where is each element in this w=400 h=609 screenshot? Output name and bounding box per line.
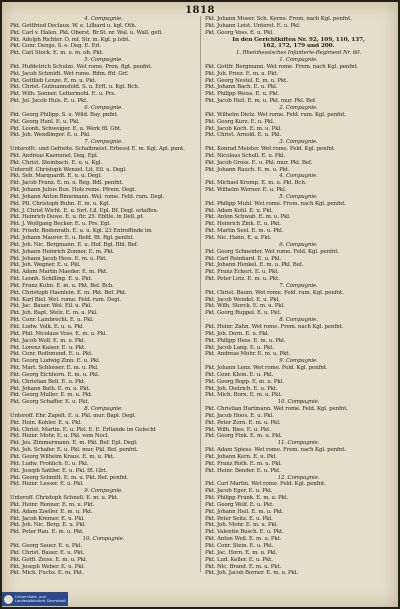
entry-line: Pkt. Jac. Bauer. Wel. Eil. u. Pkl. [10,303,92,310]
entry-line: Pkt. Christ. Gutmannsfeld. S. u. Erft. u. Kgl. Bch. [10,84,140,91]
entry-line: Pkt. Johann Moser. Sch. Kerne. Frem. nach Kgl. penfnt. [205,16,352,22]
entry-line: Pkt. Peter Rau. E. m. u. Pkt. [10,529,84,536]
entry-line: Pkt. Mich. Fuchs. E. m. Pkt. [10,570,84,576]
entry-line: Pkt. Leonh. Schweiger. E. u. Werk ffl. Gbt. [10,125,122,132]
entry-line: Pkt. Mart. Schlosser. E. m. u. Pkl. [10,365,99,372]
section-heading: 10. Compagnie. [277,399,320,406]
entry-line: Pkt. Philipp Weiss. E. u. Pkl. [205,91,280,98]
entry-line: Pkt. Carl v. Halen. Pkl. Oberst. Br.St. nr. Wal. u. Wall. gefl. [10,29,163,36]
section-heading: 6. Compagnie. [279,241,318,248]
entry-line: Pkt. Mich. Born. E. m. u. Pkt. [205,392,283,399]
entry-line: Pkt. Johann Heinrich Zonner. E. m. Pkt. [10,248,115,255]
entry-line: Unteroff. Ehr. Zapelt. E. u. Pkl. mur. Bapl. Degl. [10,412,136,419]
entry-line: Pkt. Christ. Martin. E. u. Pkt. E. E. Erllande im Gefecht [10,426,156,433]
entry-line: Pkt. Joh. Nic. Bergmann. E. u. Hof. Bgl. Bbl. Bef. [10,241,138,248]
section-heading: 4. Compagnie. [279,173,318,180]
entry-line: Pkt. Anton Schwab. E. m. u. Pkl. [205,214,291,221]
entry-line: Pkt. Nic. Hahn. E. u. Pkt. [205,235,272,241]
entry-line: Pkt. Gottfried Declaux. W. e. Lilbard u. kgl. Oth. [10,22,137,29]
entry-line: Pkt. Heinr. Bender. E. u. Pkt. [205,467,281,474]
entry-line: Pkt. Gottlieb Lenze. E. m. u. Pkt. [10,77,97,84]
entry-line: Pkt. Conr. Stein. E. u. Pkl. [205,542,274,549]
entry-line: Pkt. Georg Voss. E. u. Pkl. [205,29,274,36]
section-heading: 7. Compagnie. [279,282,318,289]
entry-line: Pkt. Friedr. Bodenrath. E. u. u. Kgl. 23 Entreffinde im [10,228,152,235]
entry-line: Unteroffc. und Gefreite. Schaltmeist. Erbesst E. m. Kgl. Apl. punt. [10,146,185,153]
entry-line: Pkt. Christ. Baum. Wet rome. Feld. rum. Kgl. penfnt. [205,289,344,296]
entry-line: Pkt. Valentin Busch. E. u. Pkt. [205,529,284,536]
entry-line: Pkt. Jacob Heil. E. m. u. Pkl. mur. Pkl. Bef. [205,98,317,105]
entry-line: Pkt. Heinr. Mohr. E. u. Pkl. vom Nocl. [10,433,109,440]
library-badge-line1: Universitats- und [15,594,46,599]
left-column [10,16,197,576]
entry-line: Pkt. Christ. Arnold. E. u. Pkl. [205,132,282,139]
entry-line: Pkt. Georg Eichhorn. E. m. u. Pkl. [10,371,100,378]
entry-line: Pkt. Georg Muller. E. m. u. Pkt. [10,392,93,399]
entry-line: Pkt. Franz Kuhn. E. m. u. Pkt. Bel. Bch. [10,282,114,289]
entry-line: Pkt. Johann Bath. E. m. u. Pkt. [10,385,91,392]
entry-line: Pkt. Georg Schaffer. E. u. Pkt. [10,399,90,406]
section-heading: 8. Compagnie. [84,406,123,413]
entry-line: Pkt. Phil. Nicolaus Voss. E. m. u. Pkl. [10,330,107,337]
entry-line: Pkt. Georg Nestel. E. m. u. Pkt. [205,77,288,84]
entry-line: Pkt. Adam Kohl. E. u. Pkl. [205,207,273,214]
entry-line: Pkt. Georg Ruppel. E. u. Pkt. [205,310,282,317]
entry-line: Pkt. Johann Henkel. E. m. u. Pkl. Bef. [205,262,304,269]
section-heading: 5. Compagnie. [279,193,318,200]
entry-line: Pkt. Karl Biel. Wel. rome. Feld. rum. Degl. [10,296,121,303]
entry-line: Pkt. Johann Bach. E. u. Pkl. [205,84,278,91]
library-badge-line2: Landesbibliothek Darmstadt [15,599,66,603]
section-heading: 7. Compagnie. [84,139,123,146]
entry-line: Pkt. Wilh. Ries. E. u. Pkt. [205,426,271,433]
entry-line: Pkt. Andreas Mohr. E. m. u. Pkt. [205,351,290,358]
entry-line: Pkt. Georg Schmitt. E. m. u. Pkt. Bef. penfnt. [10,474,129,481]
entry-line: Pkt. Johann Rauch. E. m. u. Pkt. [205,166,290,173]
entry-line: Pkt. Conr. Dengs. S. e. Deg. E. Erl. [10,43,102,50]
entry-line: Pkt. Joh. Schafer. E. u. Pkl. mur. Pkl. Bef. penfnt. [10,447,138,454]
entry-line: Pkt. Johann Heil. E. m. u. Pkt. [205,508,284,515]
document-page [2,2,398,607]
entry-line: Pkt. Philipp Hess. E. m. u. Pkl. [205,337,286,344]
library-logo-icon [4,595,13,604]
entry-line: Pkt. Heinrich Duwe. E. u. ftr. 25. Ebltle. in Dell. pf. [10,214,144,221]
entry-line: Pkt. Jacob Franz. E. m. u. Beg. Bdl. penfnt. [10,180,124,187]
entry-line: Pkt. Joh. Bapt. Stelz. E. m. u. Pkl. [10,310,98,317]
entry-line: Pkt. Franz Roth. E. m. u. Pkl. [205,460,282,467]
entry-line: Pkt. Nic. Brand. E. m. u. Pkt. [205,563,282,570]
entry-line: Pkt. Conr. Klein. E. u. Pkl. [205,371,274,378]
entry-line: Pkt. Christian Bell. E. u. Pkt. [10,378,86,385]
entry-line: Pkt. Georg Fink. E. m. u. Pkt. [205,433,283,440]
entry-line: Pkt. Ludw. Volk. E. u. u. Pkl. [10,323,85,330]
entry-line: Pkt. Nicolaus Scholl. E. u. Pkl. [205,152,285,159]
page-year: 1818 [185,5,215,16]
entry-line: Pkt. Konrad Meister. Wet rome. Feld. Kgl. penfnt. [205,146,336,153]
entry-line: Pkt. Jacob Eger. E. u. Pkl. [205,488,273,495]
entry-line: Pkt. Joh. Jacob Borner. E. m. u. Pkl. [205,570,298,576]
entry-line: Pkt. Johann Jacob Hess. E. m. u. Pkt. [10,255,107,262]
section-heading: 6. Compagnie. [84,104,123,111]
entry-line: Pkt. Christ. Bauer. E. u. Pkt. [10,549,85,556]
entry-line: Pkt. Georg Kurz. E. u. Pkl. [205,118,275,125]
section-heading: 1. Rheinhessisches Infanterie-Regiment Nr. 60. [235,50,362,57]
entry-line: Pkt. Jacob Lang. E. u. Pkt. [205,344,274,351]
entry-line: Pkt. Adam Spiess. Wet rome. Frem. nach Kgl. penfnt. [205,447,346,454]
section-heading: 1. Compagnie. [279,57,318,64]
entry-line: Pkt. Jacob Koch. E. m. u. Pkl. [205,125,282,132]
entry-line: Pkt. Gottl. Zeiss. E. m. u. Pkl. [10,556,88,563]
entry-line: Pkt. Wilhelm Werner. E. u. Pkl. [205,187,287,194]
entry-line: Pkt. Wilh. Storck. E. m. u. Pkl. [205,303,285,310]
entry-line: Pkt. Pfl. Christoph Ruhn. E. m. u. Kgl. [10,200,110,207]
entry-line: Pkt. Lud. Keller. E. u. Pkt. [205,556,273,563]
entry-line: Pkt. Joh. Dorn. E. u. Pkl. [205,330,269,337]
entry-line: Pkt. Jac. Horn. E. m. u. Pkl. [205,549,278,556]
entry-line: Pkt. Philipp Frank. E. m. u. Pkl. [205,495,288,502]
entry-line: Pkt. Georg Philipp. S. u. Wild. Bay. pnfnt. [10,111,119,118]
entry-line: Pkt. Peter Zorn. E. m. u. Pkl. [205,419,281,426]
library-badge[interactable] [2,592,68,606]
entry-line: Pkt. Adam Martin Maeder. E. m. Pkt. [10,269,108,276]
entry-line: Pkt. Joh. Wendlinger. E. u. Pkl. [10,132,91,139]
entry-line: Pkt. Jacob Schmidt. Wet rome. Rdm. ffd. Grf. [10,70,129,77]
entry-line: Pkt. Lorenz Kaiser. E. u. Pkt. [10,344,86,351]
section-heading: In den Gerichtkiften Nr. 92, 109, 110, 137, [232,36,365,43]
entry-line: Pkt. Johann Julius Bux. Holz reme. Pfrem. Degl. [10,187,136,194]
entry-line: Pkt. Wilhelm Dietz. Wet rome. Feld. rum. Kgl. penfnt. [205,111,346,118]
section-heading: 4. Compagnie. [84,16,123,22]
entry-line: Pkt. Anton Weil. E. m. u. Pkt. [205,536,282,543]
section-heading: 11. Compagnie. [277,440,320,447]
entry-line: Pkt. Johann Leist. Unterst. E. u. Pkl. [205,22,301,29]
entry-line: Pkt. Hein. Kohler. E. u. Pkl. [10,419,82,426]
library-badge-text [15,595,66,603]
entry-line: Pkt. Jacob Wendel. E. u. Pkl. [205,296,280,303]
entry-line: Pkt. Heinr. Lesser. E. u. Pkl. [10,481,84,488]
entry-line: Pkt. Christoph Haenlein. E. m. Pkt. Bef. Pkt. [10,289,127,296]
entry-line: Pkt. Heinr. Zahn. Wet rome. Frem. nach Kgl. penfnt. [205,323,344,330]
entry-line: Pkt. Jos. Zimmermann. E. m. Pkt. Bef. Epl. Degl. [10,440,138,447]
entry-line: Pkt. Johann Anton Bimemann. Wel. rome. Feld. rum. Degl. [10,193,165,200]
entry-line: Pkt. Adam Zoeller. E. m. u. Pkt. [10,508,93,515]
section-heading: 10. Compagnie. [82,536,125,543]
entry-line: Pkt. Jacob Wolf. E. m. u. Pkl. [10,337,85,344]
entry-line: Pkt. Wilh. Sonner. Lettermohl. E. u. Prs. [10,91,116,98]
entry-line: Pkt. Joseph Weber. E. u. Pkl. [10,563,85,570]
entry-line: Pkt. Seb. Marquardt. E. u. u. Degl. [10,173,102,180]
entry-line: Pkt. Jacob Hoos. E. u. Pkl. [205,412,274,419]
entry-line: Pkt. Georg Bopp. E. m. u. Pkl. [205,378,284,385]
entry-line: Pkt. Andreas Kaemmel. Deg. Epl. [10,152,99,159]
entry-line: Unteroff. Christoph Schnell. E. m. u. Pkt. [10,495,119,502]
entry-line: Pkt. Michael Kromp. E. m. u. Pkl. Bch. [205,180,307,187]
entry-line: Pkt. Peter Seitz. E. u. Pkl. [205,515,273,522]
entry-line: Pkt. Joh. Mohr. E. m. u. Pkl. [205,522,278,529]
entry-line: Pkt. Johann Maurer. E. u. Befd. Bt. Rgl. penfnt. [10,235,134,241]
entry-line: Pkt. Ludw. Frohlich. E. u. Pkl. [10,460,89,467]
entry-line: Pkt. J. Wolfgang Becker. E. u. Prs. Egl. [10,221,111,228]
section-heading: 162, 172, 179 und 200. [262,43,335,50]
entry-line: Pkt. Jol. Jacob Huls. E. u. Pkt. [10,98,88,105]
entry-line: Pkt. Franz Eckert. E. u. Pkt. [205,269,279,276]
entry-line: Pkt. Georg Wilhelm Kraus. E. m. u. Pkt. [10,454,115,460]
entry-line: Pkt. J. Christ Wicht. E. u. fort. Lil. Epl. Bf. Degl. erlaffen. [10,207,159,214]
entry-line: Pkt. Joseph Sattler. E. u. Pkl. ffl. Gbt. [10,467,108,474]
section-heading: 5. Compagnie. [84,57,123,64]
right-column [205,16,392,576]
entry-line: Pkt. Carl Reinhard. E. u. Pkl. [205,255,282,262]
section-heading: 12. Compagnie. [277,474,320,481]
entry-line: Pkt. Carl Martin. Wet rome. Feld. Kgl. penfnt. [205,481,326,488]
entry-line: Pkt. Joh. Wegner. E. u. Pkl. [10,262,81,269]
entry-line: Pkt. Carl Stock. E. m. u. m. ob. Pkt. [10,50,104,57]
entry-line: Pkt. Adolph Richter. O. mf. Str. m. Kgl. p.tebt. [10,36,130,43]
entry-line: Pkt. Joh. Dietrich. E. u. Pkt. [205,385,278,392]
entry-line: Pkt. Jacob Gross. E. u. Pkl. mur. Pkl. Bef. [205,159,313,166]
entry-line: Pkt. Georg Schneider. Wet rome. Feld. Kgl. penfnt. [205,248,339,255]
entry-line: Unteroff. Christoph Wenzel. Lit. Eil. u. Degl. [10,166,127,173]
entry-line: Pkt. Georg Wolf. E. u. Pkt. [205,501,274,508]
entry-line: Pkt. Martin Seel. E. m. u. Pkl. [205,228,284,235]
entry-line: Pkt. Georg Ludwig Zinn. E. u. Pkl. [10,358,101,365]
section-heading: 9. Compagnie. [279,358,318,365]
entry-line: Pkt. Johann Lenz. Wet rome. Feld. Kgl. penfnt. [205,365,328,372]
entry-line: Pkt. Jacob Kremer. E. u. Pkl. [10,515,85,522]
entry-line: Pkt. Heinr. Renner. E. m. u. Pkt. [10,501,95,508]
entry-line: Pkt. Hufdetrich Schulze. Wet rome. Pren. flgt. penfnt. [10,63,152,70]
entry-line: Pkt. Christian Hartmann. Wet rome. Feld. Kgl. penfnt. [205,406,348,413]
entry-line: Pkt. Gottfr. Bergmann. Wet rome. Frem. nach Kgl. penfnt. [205,63,359,70]
entry-line: Pkt. Georg Hanl. E. u. Pkl. [10,118,80,125]
entry-line: Pkt. Conr. Rothmund. E. u. Pkt. [10,351,93,358]
entry-line: Pkt. Heinrich Zink. E. u. Pkt. [205,221,281,228]
entry-line: Pkt. Johann Kern. E. u. Pkl. [205,454,277,460]
entry-line: Pkt. Leonh. Schilling. E. u. Pkt. [10,276,93,283]
entry-line: Pkt. Joh. Prinz. E. m. u. Pkt. [205,70,279,77]
column-divider [200,16,201,572]
section-heading: 3. Compagnie. [279,139,318,146]
entry-line: Pkt. Joh. Nic. Berg. E. u. Pkl. [10,522,86,529]
entry-line: Pkt. Peter Lotz. E. m. u. Pkt. [205,276,280,283]
entry-line: Pkt. Christ. Steinbach. E. u. u. Kgl. [10,159,103,166]
entry-line: Pkt. Georg Sauer. E. u. Pkl. [10,542,82,549]
section-heading: 8. Compagnie. [279,317,318,324]
entry-line: Pkt. Conr. Lambrecht. E. u. Pkl. [10,317,94,324]
section-heading: 2. Compagnie. [279,104,318,111]
section-heading: 9. Compagnie. [84,488,123,495]
entry-line: Pkt. Philipp Muhl. Wet rome. Frem. nach Kgl. penfnt. [205,200,346,207]
